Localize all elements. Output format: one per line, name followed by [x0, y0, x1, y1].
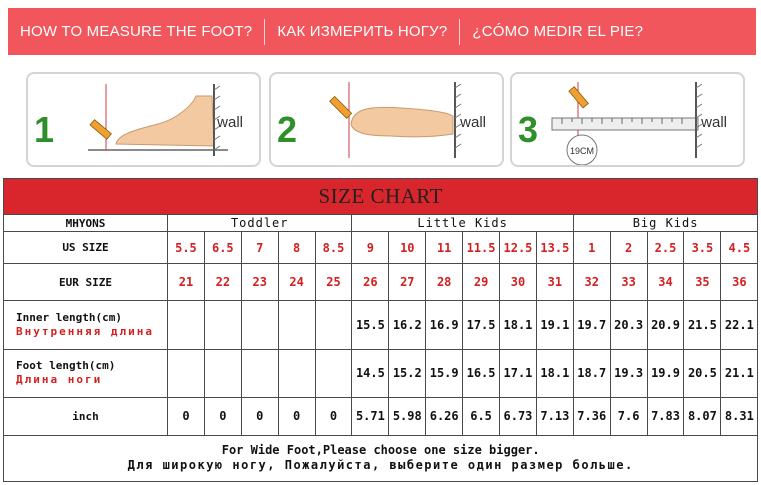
- banner-divider: [459, 19, 460, 45]
- size-cell: 36: [721, 264, 758, 301]
- size-cell: 13.5: [536, 232, 573, 264]
- size-cell: 29: [463, 264, 500, 301]
- measure-banner: [8, 8, 756, 55]
- size-cell: 18.7: [573, 349, 610, 397]
- size-cell: 24: [278, 264, 315, 301]
- size-cell: 20.5: [684, 349, 721, 397]
- row-label: US SIZE: [4, 232, 168, 264]
- size-cell: 8: [278, 232, 315, 264]
- size-cell: 10: [389, 232, 426, 264]
- size-cell: 21.5: [684, 301, 721, 349]
- size-cell: 19.9: [647, 349, 684, 397]
- size-cell: 15.5: [352, 301, 389, 349]
- size-cell: 16.9: [426, 301, 463, 349]
- inch-row: [4, 397, 758, 435]
- footer-row: [4, 435, 758, 481]
- size-cell: 6.26: [426, 397, 463, 435]
- size-cell: 1: [573, 232, 610, 264]
- size-cell: 8.07: [684, 397, 721, 435]
- size-cell: [204, 349, 241, 397]
- size-cell: [278, 349, 315, 397]
- eur-size-row: [4, 264, 758, 301]
- row-label: EUR SIZE: [4, 264, 168, 301]
- size-cell: 32: [573, 264, 610, 301]
- size-cell: 12.5: [500, 232, 537, 264]
- size-cell: 14.5: [352, 349, 389, 397]
- group-little-kids: Little Kids: [352, 215, 573, 232]
- size-cell: 2.5: [647, 232, 684, 264]
- size-cell: [241, 349, 278, 397]
- size-cell: [204, 301, 241, 349]
- size-cell: 9: [352, 232, 389, 264]
- banner-russian: КАК ИЗМЕРИТЬ НОГУ?: [277, 23, 448, 40]
- row-label: [4, 349, 168, 397]
- step-number: 3: [518, 109, 539, 150]
- size-cell: 7.36: [573, 397, 610, 435]
- row-label-english: Inner length(cm): [16, 310, 122, 324]
- size-cell: 21.1: [721, 349, 758, 397]
- us-size-row: [4, 232, 758, 264]
- wall-label: wall: [217, 114, 243, 131]
- row-label-russian: Внутренняя длина: [16, 324, 154, 338]
- footer-english: For Wide Foot,Please choose one size bigger.: [221, 443, 540, 458]
- size-cell: 19.3: [610, 349, 647, 397]
- group-big-kids: Big Kids: [573, 215, 758, 232]
- size-cell: 5.5: [168, 232, 205, 264]
- size-cell: 19.7: [573, 301, 610, 349]
- size-cell: 15.2: [389, 349, 426, 397]
- size-cell: 7.6: [610, 397, 647, 435]
- size-cell: 6.5: [463, 397, 500, 435]
- size-cell: 0: [204, 397, 241, 435]
- measurement-steps: [26, 72, 748, 169]
- banner-divider: [264, 19, 265, 45]
- size-cell: 33: [610, 264, 647, 301]
- size-cell: [315, 349, 352, 397]
- size-cell: 6.73: [500, 397, 537, 435]
- size-cell: 8.31: [721, 397, 758, 435]
- step-number: 1: [34, 109, 55, 150]
- size-cell: 15.9: [426, 349, 463, 397]
- step-number: 2: [277, 109, 298, 150]
- foot-length-row: [4, 349, 758, 397]
- size-cell: 11.5: [463, 232, 500, 264]
- size-chart-table: [3, 178, 758, 482]
- size-cell: 20.9: [647, 301, 684, 349]
- step-3-panel: [510, 72, 745, 167]
- row-label-russian: Длина ноги: [16, 373, 103, 387]
- size-cell: 34: [647, 264, 684, 301]
- size-cell: 5.71: [352, 397, 389, 435]
- size-cell: 27: [389, 264, 426, 301]
- size-cell: 23: [241, 264, 278, 301]
- size-cell: [278, 301, 315, 349]
- size-cell: 11: [426, 232, 463, 264]
- size-cell: 18.1: [536, 349, 573, 397]
- size-cell: [168, 349, 205, 397]
- ruler-measure-label: 19CM: [569, 146, 595, 156]
- size-cell: 16.5: [463, 349, 500, 397]
- banner-english: HOW TO MEASURE THE FOOT?: [20, 23, 253, 40]
- size-cell: 22.1: [721, 301, 758, 349]
- brand-cell: MHYONS: [4, 215, 168, 232]
- size-cell: [241, 301, 278, 349]
- size-cell: 17.1: [500, 349, 537, 397]
- size-cell: 20.3: [610, 301, 647, 349]
- size-cell: [315, 301, 352, 349]
- chart-title-row: [4, 179, 758, 215]
- group-header-row: [4, 215, 758, 232]
- size-cell: 26: [352, 264, 389, 301]
- size-cell: 6.5: [204, 232, 241, 264]
- size-cell: 17.5: [463, 301, 500, 349]
- size-cell: 0: [278, 397, 315, 435]
- size-cell: 21: [168, 264, 205, 301]
- size-cell: 18.1: [500, 301, 537, 349]
- wall-label: wall: [701, 114, 727, 131]
- size-cell: 7: [241, 232, 278, 264]
- size-cell: 3.5: [684, 232, 721, 264]
- size-cell: 7.13: [536, 397, 573, 435]
- row-label: [4, 301, 168, 349]
- size-cell: 31: [536, 264, 573, 301]
- size-cell: 22: [204, 264, 241, 301]
- footer-russian: Для широкую ногу, Пожалуйста, выберите один размер больше.: [127, 458, 634, 473]
- size-cell: 4.5: [721, 232, 758, 264]
- row-label-english: Foot length(cm): [16, 359, 116, 373]
- size-cell: 35: [684, 264, 721, 301]
- size-cell: 0: [315, 397, 352, 435]
- banner-spanish: ¿CÓMO MEDIR EL PIE?: [472, 23, 644, 40]
- step-2-panel: [269, 72, 504, 167]
- size-cell: [168, 301, 205, 349]
- size-cell: 16.2: [389, 301, 426, 349]
- size-cell: 0: [168, 397, 205, 435]
- size-cell: 19.1: [536, 301, 573, 349]
- wall-label: wall: [460, 114, 486, 131]
- size-cell: 7.83: [647, 397, 684, 435]
- footer-note: [4, 435, 758, 481]
- size-cell: 8.5: [315, 232, 352, 264]
- step-1-panel: [26, 72, 261, 167]
- inner-length-row: [4, 301, 758, 349]
- size-cell: 0: [241, 397, 278, 435]
- row-label: inch: [4, 397, 168, 435]
- size-cell: 30: [500, 264, 537, 301]
- size-cell: 28: [426, 264, 463, 301]
- group-toddler: Toddler: [168, 215, 352, 232]
- size-cell: 5.98: [389, 397, 426, 435]
- size-cell: 2: [610, 232, 647, 264]
- size-cell: 25: [315, 264, 352, 301]
- chart-title: SIZE CHART: [4, 179, 758, 215]
